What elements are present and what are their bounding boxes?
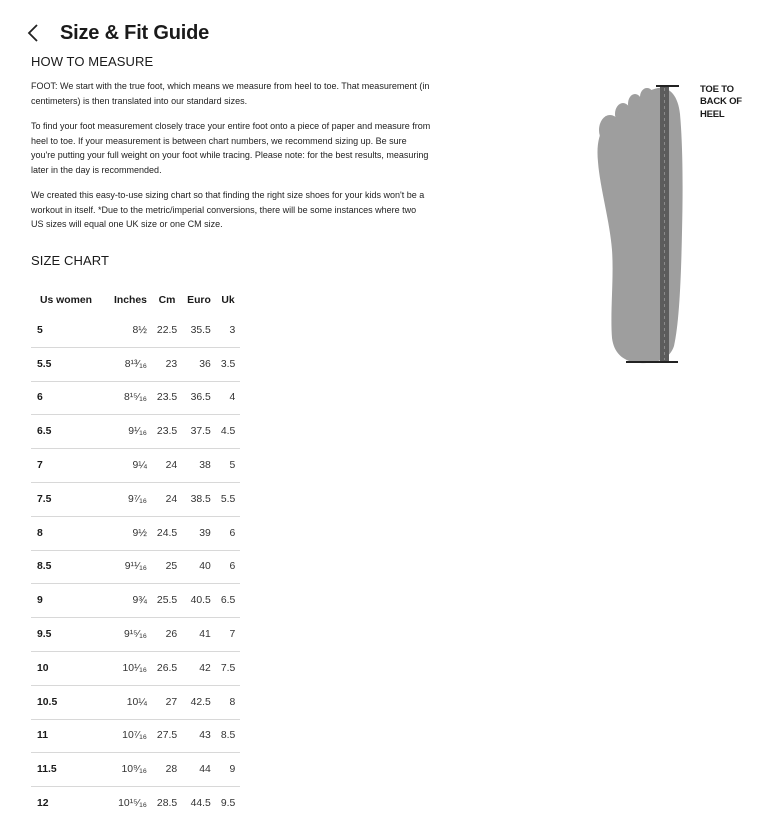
- cell-us-women: 11.5: [31, 753, 109, 787]
- cell-euro: 38.5: [182, 482, 216, 516]
- cell-uk: 3: [216, 314, 240, 347]
- size-chart-header-row: [31, 286, 240, 314]
- column-header-inches: Inches: [114, 294, 147, 306]
- cell-uk: 9: [216, 753, 240, 787]
- cell-euro: 36.5: [182, 381, 216, 415]
- column-header-uk: Uk: [221, 294, 235, 306]
- size-chart-table: [31, 286, 240, 820]
- cell-euro: 35.5: [182, 314, 216, 347]
- cell-us-women: 12: [37, 798, 49, 810]
- column-header-us-women: Us women: [40, 294, 92, 306]
- cell-us-women: 7.5: [31, 482, 109, 516]
- cell-uk: 6.5: [216, 584, 240, 618]
- cell-euro: 38: [182, 449, 216, 483]
- cell-uk: 3.5: [216, 347, 240, 381]
- table-row: [31, 719, 240, 753]
- table-row: [31, 415, 240, 449]
- cell-uk: 4.5: [216, 415, 240, 449]
- cell-euro: 37.5: [182, 415, 216, 449]
- cell-inches: 8½: [109, 314, 152, 347]
- toe-to-heel-label: TOE TO BACK OF HEEL: [700, 84, 742, 120]
- cell-inches: 9¹¹⁄₁₆: [109, 550, 152, 584]
- page-title: Size & Fit Guide: [60, 21, 210, 44]
- cell-uk: 9.5: [220, 798, 236, 810]
- cell-inches: 8¹³⁄₁₆: [109, 347, 152, 381]
- cell-inches: 10⁹⁄₁₆: [109, 753, 152, 787]
- column-header-euro: Euro: [187, 294, 211, 306]
- measurement-paragraph: To find your foot measurement closely trace your entire foot onto a piece of paper and measure from heel to toe. If your measurement is between chart numbers, we recommend sizing up. Be sure you're putting your full weight on your foot while tracing. Please note: for the best results, measuring later in the day is recommended.: [31, 121, 431, 175]
- page-header: [26, 18, 209, 48]
- cell-us-women: 9.5: [31, 618, 109, 652]
- cell-uk: 5.5: [216, 482, 240, 516]
- cell-uk: 7: [216, 618, 240, 652]
- cell-cm: 24.5: [152, 516, 182, 550]
- cell-cm: 23.5: [152, 415, 182, 449]
- sizing-chart-paragraph: We created this easy-to-use sizing chart so that finding the right size shoes for your kids won't be a workout in itself. *Due to the metric/imperial conversions, there will be some instances where two US sizes will equal one UK size or one CM size.: [31, 190, 425, 230]
- cell-euro: 44: [182, 753, 216, 787]
- chevron-left-icon: [26, 23, 40, 43]
- foot-measurement-illustration: [582, 82, 692, 367]
- cell-us-women: 10.5: [31, 685, 109, 719]
- cell-uk: 4: [216, 381, 240, 415]
- cell-cm: 27.5: [152, 719, 182, 753]
- cell-inches: 9¹⁵⁄₁₆: [109, 618, 152, 652]
- cell-euro: 40.5: [182, 584, 216, 618]
- table-row: [31, 314, 240, 347]
- cell-inches: 9¼: [109, 449, 152, 483]
- cell-euro: 44.5: [190, 798, 211, 810]
- cell-euro: 40: [182, 550, 216, 584]
- cell-us-women: 5.5: [31, 347, 109, 381]
- cell-uk: 8.5: [216, 719, 240, 753]
- cell-inches: 10¹⁵⁄₁₆: [118, 798, 147, 810]
- cell-cm: 23.5: [152, 381, 182, 415]
- cell-euro: 43: [182, 719, 216, 753]
- cell-us-women: 5: [31, 314, 109, 347]
- cell-inches: 10⁷⁄₁₆: [109, 719, 152, 753]
- table-row: [31, 618, 240, 652]
- table-row: [31, 584, 240, 618]
- cell-us-women: 7: [31, 449, 109, 483]
- cell-cm: 23: [152, 347, 182, 381]
- cell-cm: 28: [152, 753, 182, 787]
- cell-cm: 26.5: [152, 651, 182, 685]
- cell-cm: 25: [152, 550, 182, 584]
- cell-us-women: 8: [31, 516, 109, 550]
- table-row: [31, 449, 240, 483]
- cell-inches: 9⁷⁄₁₆: [109, 482, 152, 516]
- cell-cm: 25.5: [152, 584, 182, 618]
- size-chart-body: [31, 314, 240, 820]
- cell-inches: 9½: [109, 516, 152, 550]
- back-button[interactable]: [26, 18, 52, 48]
- cell-inches: 9¹⁄₁₆: [109, 415, 152, 449]
- table-row: [31, 685, 240, 719]
- cell-cm: 24: [152, 449, 182, 483]
- cell-cm: 28.5: [156, 798, 178, 810]
- table-row: [31, 482, 240, 516]
- cell-inches: 9¾: [109, 584, 152, 618]
- foot-silhouette-icon: [598, 88, 683, 363]
- cell-us-women: 6: [31, 381, 109, 415]
- cell-us-women: 8.5: [31, 550, 109, 584]
- cell-us-women: 10: [31, 651, 109, 685]
- cell-inches: 10¹⁄₁₆: [109, 651, 152, 685]
- table-row: [31, 550, 240, 584]
- cell-uk: 6: [216, 550, 240, 584]
- size-chart-heading: SIZE CHART: [31, 253, 110, 268]
- how-to-measure-heading: HOW TO MEASURE: [31, 54, 154, 69]
- table-row: [31, 516, 240, 550]
- table-row: [31, 753, 240, 787]
- cell-euro: 42: [182, 651, 216, 685]
- cell-euro: 39: [182, 516, 216, 550]
- cell-uk: 6: [216, 516, 240, 550]
- cell-cm: 22.5: [152, 314, 182, 347]
- cell-us-women: 6.5: [31, 415, 109, 449]
- table-row: [31, 787, 240, 820]
- cell-inches: 10¼: [109, 685, 152, 719]
- table-row: [31, 381, 240, 415]
- cell-euro: 36: [182, 347, 216, 381]
- cell-us-women: 11: [31, 719, 109, 753]
- column-header-cm: Cm: [158, 294, 176, 306]
- foot-paragraph: FOOT: We start with the true foot, which means we measure from heel to toe. That measurement (in centimeters) is then translated into our standard sizes.: [31, 81, 430, 106]
- cell-cm: 27: [152, 685, 182, 719]
- cell-cm: 24: [152, 482, 182, 516]
- cell-euro: 41: [182, 618, 216, 652]
- table-row: [31, 651, 240, 685]
- cell-uk: 7.5: [216, 651, 240, 685]
- cell-uk: 5: [216, 449, 240, 483]
- cell-inches: 8¹⁵⁄₁₆: [109, 381, 152, 415]
- cell-us-women: 9: [31, 584, 109, 618]
- table-row: [31, 347, 240, 381]
- cell-uk: 8: [216, 685, 240, 719]
- cell-euro: 42.5: [182, 685, 216, 719]
- cell-cm: 26: [152, 618, 182, 652]
